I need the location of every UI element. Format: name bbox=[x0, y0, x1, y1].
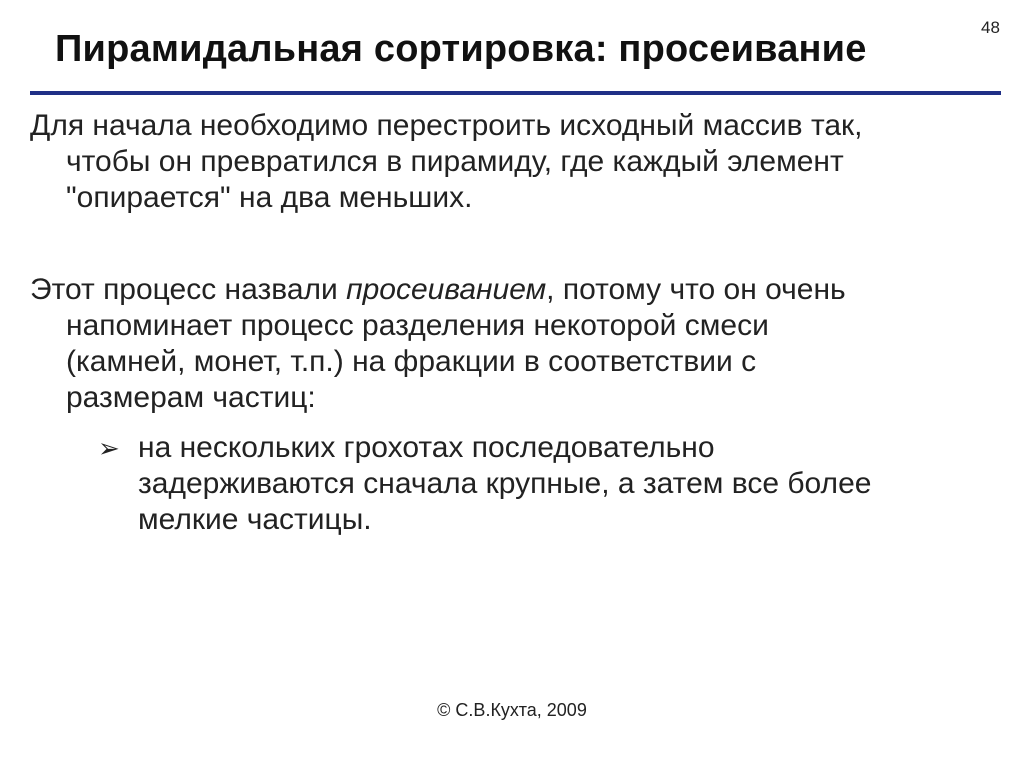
paragraph-sifting bbox=[30, 272, 990, 416]
bullet-text bbox=[138, 430, 988, 538]
paragraph-line: чтобы он превратился в пирамиду, где каждый элемент bbox=[66, 145, 844, 178]
slide-title: Пирамидальная сортировка: просеивание bbox=[55, 28, 867, 70]
bullet-line: задерживаются сначала крупные, а затем все более bbox=[138, 467, 872, 500]
text-run: Этот процесс назвали bbox=[30, 273, 347, 306]
paragraph-line: (камней, монет, т.п.) на фракции в соответствии с bbox=[66, 345, 757, 378]
slide-number: 48 bbox=[981, 18, 1000, 37]
title-underline bbox=[30, 91, 1001, 95]
paragraph-line: Для начала необходимо перестроить исходный массив так, bbox=[30, 109, 863, 142]
paragraph-line: "опирается" на два меньших. bbox=[66, 181, 473, 214]
bullet-item bbox=[98, 430, 988, 538]
paragraph-intro bbox=[30, 108, 990, 216]
footer-copyright: © С.В.Кухта, 2009 bbox=[437, 700, 587, 720]
bullet-line: мелкие частицы. bbox=[138, 503, 372, 536]
paragraph-line: размерам частиц: bbox=[66, 381, 316, 414]
paragraph-line bbox=[30, 272, 990, 308]
arrow-bullet-icon: ➢ bbox=[98, 433, 120, 463]
paragraph-line: напоминает процесс разделения некоторой смеси bbox=[66, 309, 769, 342]
text-run: , потому что он очень bbox=[546, 273, 846, 306]
bullet-line: на нескольких грохотах последовательно bbox=[138, 431, 715, 464]
emphasized-term: просеиванием bbox=[346, 273, 547, 306]
